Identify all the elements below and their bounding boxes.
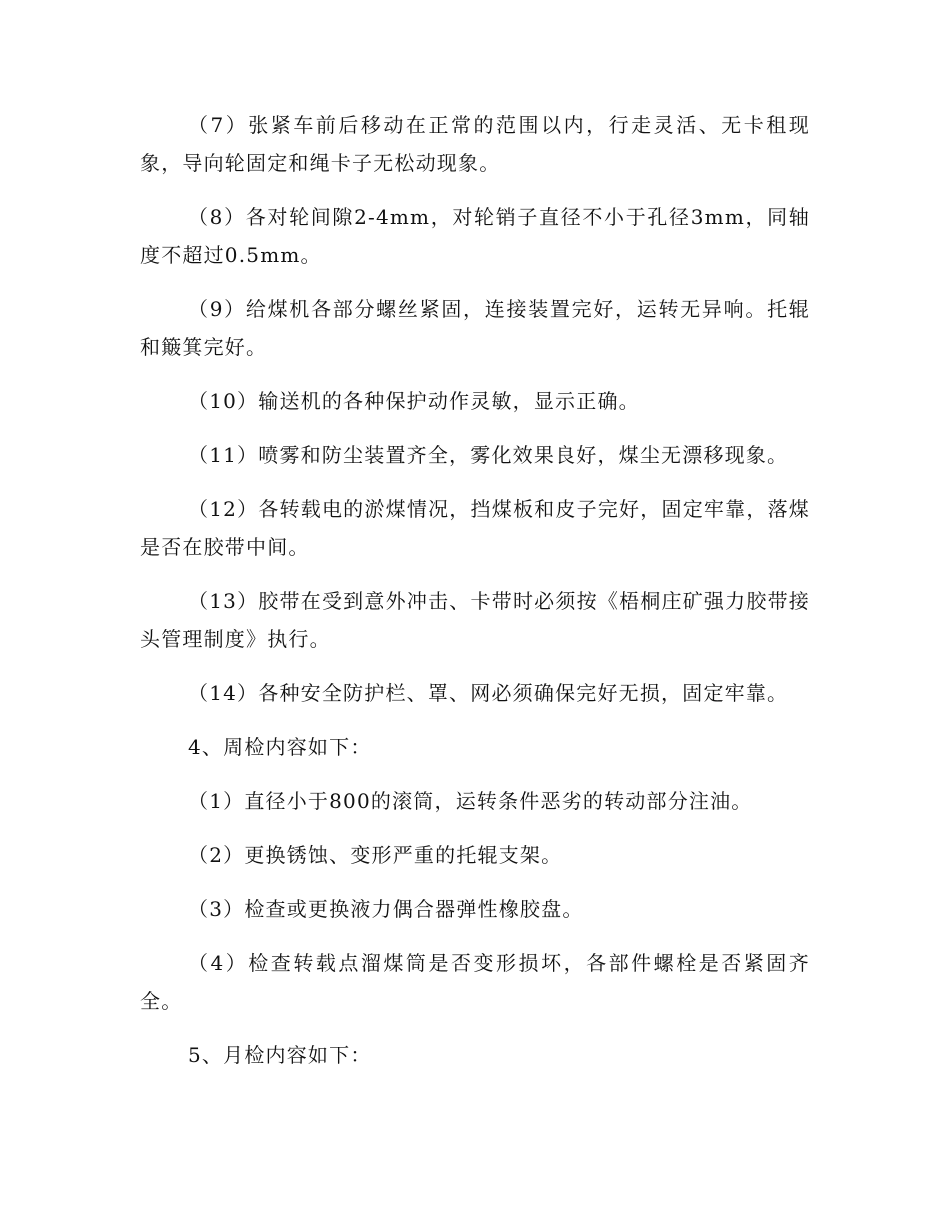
section-heading-weekly: 4、周检内容如下： [188, 735, 372, 759]
paragraph-transfer-point: （12）各转载电的淤煤情况，挡煤板和皮子完好，固定牢靠，落煤是否在胶带中间。 [140, 497, 810, 559]
paragraph-conveyor-protection: （10）输送机的各种保护动作灵敏，显示正确。 [188, 389, 640, 413]
paragraph-tension-cart: （7）张紧车前后移动在正常的范围以内，行走灵活、无卡租现象，导向轮固定和绳卡子无松动现象。 [140, 113, 810, 175]
paragraph-weekly-coupling-disc: （3）检查或更换液力偶合器弹性橡胶盘。 [188, 897, 584, 921]
paragraph-weekly-chute: （4）检查转载点溜煤筒是否变形损坏，各部件螺栓是否紧固齐全。 [140, 951, 810, 1013]
paragraph-coupling-gap: （8）各对轮间隙2-4mm，对轮销子直径不小于孔径3mm，同轴度不超过0.5mm。 [140, 205, 810, 267]
paragraph-feeder-bolts: （9）给煤机各部分螺丝紧固，连接装置完好，运转无异响。托辊和簸箕完好。 [140, 297, 810, 359]
paragraph-safety-guards: （14）各种安全防护栏、罩、网必须确保完好无损，固定牢靠。 [188, 681, 789, 705]
section-heading-monthly: 5、月检内容如下： [188, 1043, 372, 1067]
paragraph-spray-dust: （11）喷雾和防尘装置齐全，雾化效果良好，煤尘无漂移现象。 [188, 443, 789, 467]
paragraph-weekly-lubrication: （1）直径小于800的滚筒，运转条件恶劣的转动部分注油。 [188, 789, 753, 813]
paragraph-belt-impact: （13）胶带在受到意外冲击、卡带时必须按《梧桐庄矿强力胶带接头管理制度》执行。 [140, 589, 810, 651]
paragraph-weekly-idler-bracket: （2）更换锈蚀、变形严重的托辊支架。 [188, 843, 563, 867]
